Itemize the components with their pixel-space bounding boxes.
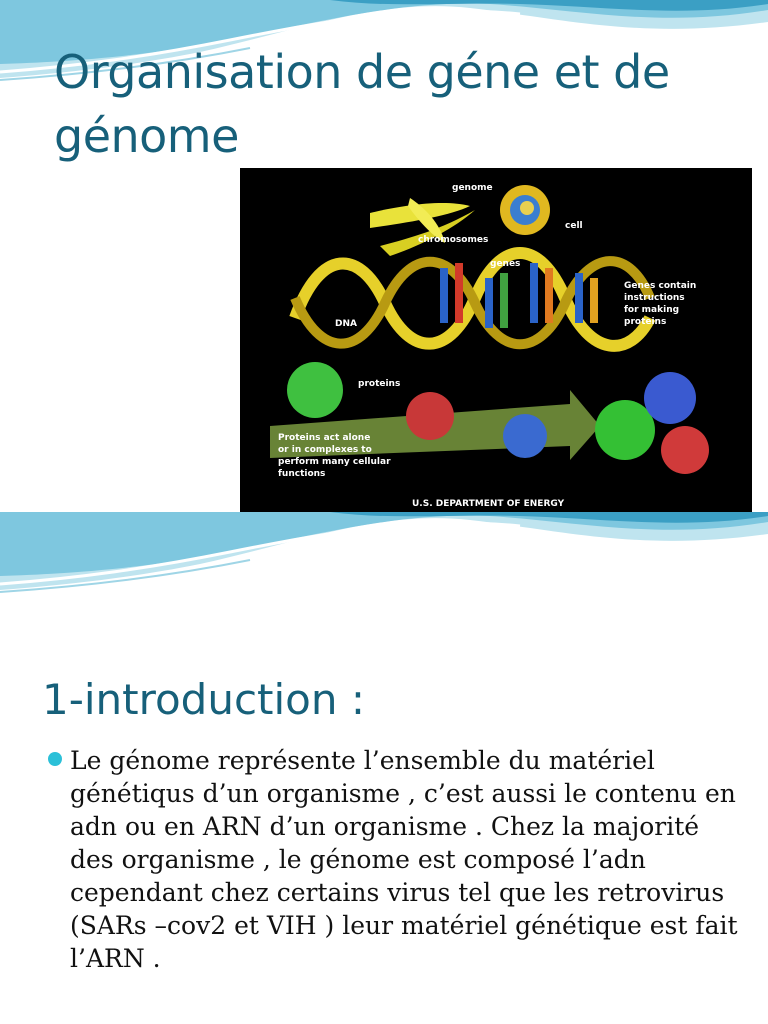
header-wave-decoration bbox=[0, 512, 768, 612]
label-chromosomes: chromosomes bbox=[418, 235, 489, 245]
label-cell: cell bbox=[565, 221, 583, 231]
protein-blob bbox=[503, 414, 547, 458]
protein-blob bbox=[644, 372, 696, 424]
bullet-text: Le génome représente l’ensemble du matériel génétiqus d’un organisme , c’est aussi le contenu en adn ou en ARN d’un organisme . Chez la majorité des organisme , le génome est composé l’adn cependant chez certains virus tel que les retrovirus (SARs –cov2 et VIH ) leur matériel génétique est fait l’ARN . bbox=[70, 746, 738, 973]
label-credit: U.S. DEPARTMENT OF ENERGY bbox=[412, 499, 565, 509]
label-genes-note: Genes contain instructions for making proteins bbox=[624, 281, 697, 327]
label-genome: genome bbox=[452, 183, 493, 193]
bullet-item bbox=[48, 744, 738, 975]
slide-2 bbox=[0, 512, 768, 1024]
protein-blob bbox=[406, 392, 454, 440]
label-proteins: proteins bbox=[358, 379, 401, 389]
genome-diagram-figure bbox=[240, 168, 752, 512]
label-genes: genes bbox=[490, 259, 521, 269]
label-proteins-note: Proteins act alone or in complexes to perform many cellular functions bbox=[278, 433, 391, 479]
bullet-dot-icon bbox=[48, 752, 62, 766]
protein-blob bbox=[287, 362, 343, 418]
protein-blob bbox=[595, 400, 655, 460]
protein-blob bbox=[661, 426, 709, 474]
slide-title: Organisation de géne et de génome bbox=[54, 45, 670, 163]
cell-icon bbox=[500, 185, 550, 235]
label-dna: DNA bbox=[335, 319, 357, 329]
section-title: 1-introduction : bbox=[42, 675, 365, 724]
